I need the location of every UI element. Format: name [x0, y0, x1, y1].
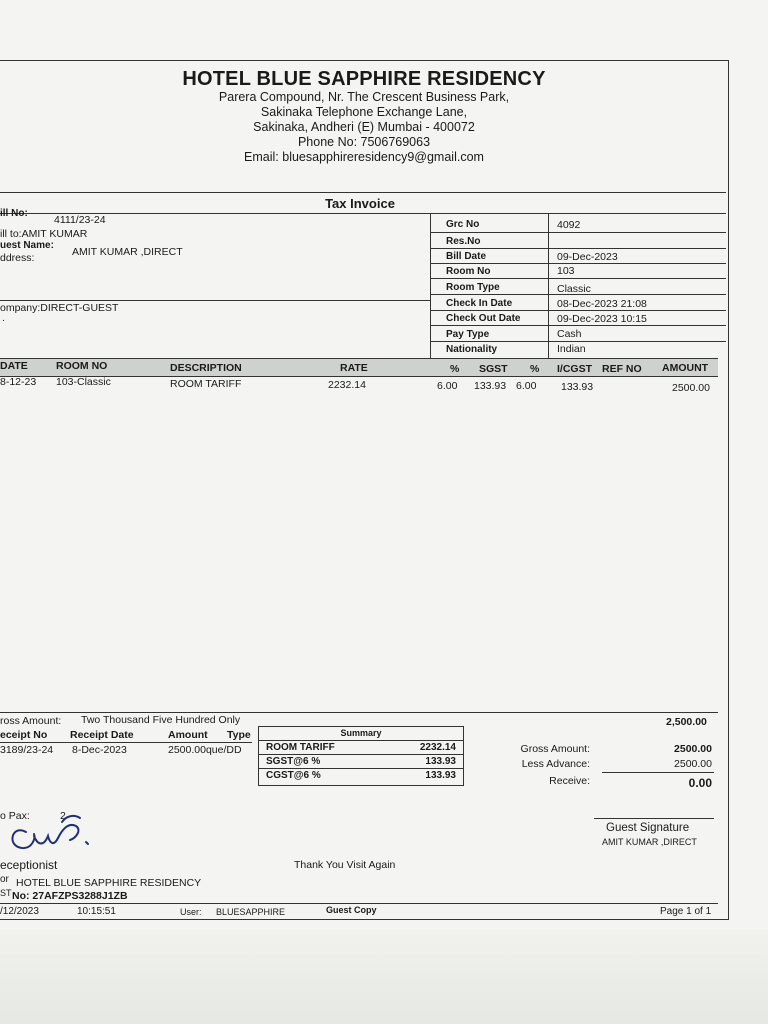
summary-sgst-value: 133.93 [425, 756, 456, 767]
for-label: or [0, 874, 9, 885]
divider [0, 213, 726, 214]
divider [430, 325, 726, 326]
address-line-1: Parera Compound, Nr. The Crescent Business Park, [218, 90, 510, 104]
hotel-name: HOTEL BLUE SAPPHIRE RESIDENCY [182, 68, 546, 90]
grc-no-label: Grc No [446, 219, 480, 230]
col-rate: RATE [340, 362, 368, 374]
phone-line: Phone No: 7506769063 [297, 135, 431, 149]
for-hotel-name: HOTEL BLUE SAPPHIRE RESIDENCY [16, 877, 202, 889]
invoice-sheet [0, 60, 729, 920]
bill-date-label: Bill Date [446, 251, 487, 262]
gross-amount-label: ross Amount: [0, 715, 62, 727]
guest-name: AMIT KUMAR ,DIRECT [72, 246, 183, 258]
divider [430, 263, 726, 264]
pay-type-label: Pay Type [446, 329, 490, 340]
room-no: 103 [557, 265, 575, 277]
pax-value: 2 [60, 810, 66, 822]
address-line-3: Sakinaka, Andheri (E) Mumbai - 400072 [253, 120, 475, 134]
summary-room-tariff-value: 2232.14 [419, 742, 456, 753]
gross-amount-words: Two Thousand Five Hundred Only [81, 714, 241, 726]
page-number: Page 1 of 1 [660, 906, 712, 917]
receipt-no-header: eceipt No [0, 729, 48, 741]
divider [258, 768, 463, 769]
col-amount: AMOUNT [662, 362, 709, 374]
res-no-label: Res.No [446, 236, 481, 247]
print-date: /12/2023 [0, 906, 39, 917]
payment-receive-value: 0.00 [688, 776, 712, 790]
print-time: 10:15:51 [77, 906, 116, 917]
gst-prefix: ST [0, 888, 12, 898]
divider [0, 742, 252, 743]
company-dot: . [2, 312, 5, 324]
check-out-date: 09-Dec-2023 10:15 [557, 313, 647, 325]
payment-gross-value: 2500.00 [674, 743, 712, 755]
item-description: ROOM TARIFF [170, 378, 242, 390]
col-sgst-pct: % [450, 363, 460, 375]
gross-amount-total: 2,500.00 [666, 716, 707, 728]
receptionist-label: eceptionist [0, 858, 58, 872]
gst-number: No: 27AFZPS3288J1ZB [12, 890, 128, 902]
bill-date: 09-Dec-2023 [557, 251, 618, 263]
guest-name-label: uest Name: [0, 240, 54, 251]
address-label: ddress: [0, 252, 35, 264]
nationality-label: Nationality [446, 344, 498, 355]
room-type: Classic [557, 283, 591, 295]
check-out-label: Check Out Date [446, 313, 521, 324]
bill-to: ill to:AMIT KUMAR [0, 228, 88, 240]
email-line: Email: bluesapphireresidency9@gmail.com [244, 150, 484, 164]
receptionist-signature-icon [4, 812, 100, 856]
invoice-title: Tax Invoice [325, 196, 395, 211]
guest-signature-label: Guest Signature [606, 822, 690, 834]
user-value: BLUESAPPHIRE [216, 907, 286, 917]
receipt-date: 8-Dec-2023 [72, 744, 127, 756]
check-in-date: 08-Dec-2023 21:08 [557, 298, 647, 310]
divider [430, 248, 726, 249]
item-sgst: 133.93 [474, 380, 507, 392]
bill-no: 4111/23-24 [54, 214, 106, 226]
divider [258, 740, 463, 741]
col-sgst: SGST [479, 363, 508, 375]
bill-no-label: ill No: [0, 208, 28, 219]
divider [602, 772, 714, 773]
col-cgst: I/CGST [557, 363, 593, 375]
divider [0, 192, 726, 193]
divider [0, 300, 430, 301]
pay-type: Cash [557, 328, 582, 340]
item-sgst-pct: 6.00 [437, 380, 458, 392]
guest-signature-name: AMIT KUMAR ,DIRECT [602, 837, 697, 847]
item-room-no: 103-Classic [56, 376, 111, 388]
grc-no: 4092 [557, 219, 581, 231]
divider [430, 278, 726, 279]
item-cgst: 133.93 [561, 381, 594, 393]
col-date: DATE [0, 360, 28, 372]
item-date: 8-12-23 [0, 376, 37, 388]
summary-sgst-label: SGST@6 % [266, 756, 321, 767]
copy-type: Guest Copy [326, 905, 377, 915]
pax-label: o Pax: [0, 810, 30, 822]
room-no-label: Room No [446, 266, 491, 277]
payment-receive-label: Receive: [549, 775, 590, 787]
col-cgst-pct: % [530, 363, 540, 375]
summary-cgst-value: 133.93 [425, 770, 456, 781]
divider [0, 903, 718, 904]
col-room-no: ROOM NO [56, 360, 108, 372]
payment-gross-label: Gross Amount: [520, 743, 590, 755]
company: ompany:DIRECT-GUEST [0, 302, 119, 314]
receipt-no: 3189/23-24 [0, 744, 54, 756]
divider [430, 232, 726, 233]
receipt-amount-header: Amount [168, 729, 208, 741]
signature-line [594, 818, 714, 819]
item-amount: 2500.00 [672, 382, 710, 394]
summary-title: Summary [340, 728, 382, 738]
divider [0, 358, 718, 359]
user-label: User: [180, 907, 202, 917]
col-description: DESCRIPTION [170, 362, 242, 374]
address-line-2: Sakinaka Telephone Exchange Lane, [260, 105, 468, 119]
check-in-label: Check In Date [446, 298, 513, 309]
divider [0, 712, 718, 713]
divider [548, 213, 549, 358]
divider [430, 310, 726, 311]
summary-room-tariff-label: ROOM TARIFF [266, 742, 335, 753]
summary-cgst-label: CGST@6 % [266, 770, 321, 781]
receipt-type-header: Type [227, 729, 251, 741]
divider [430, 341, 726, 342]
receipt-date-header: Receipt Date [70, 729, 134, 741]
item-rate: 2232.14 [328, 379, 366, 391]
thank-you-message: Thank You Visit Again [294, 859, 396, 871]
divider [258, 754, 463, 755]
col-ref-no: REF NO [602, 363, 642, 375]
nationality: Indian [557, 343, 586, 355]
room-type-label: Room Type [446, 282, 500, 293]
payment-advance-label: Less Advance: [521, 758, 590, 770]
item-cgst-pct: 6.00 [516, 380, 537, 392]
photo-background [0, 930, 768, 1024]
receipt-amount: 2500.00que/DD [168, 744, 242, 756]
payment-advance-value: 2500.00 [674, 758, 712, 770]
divider [430, 213, 431, 358]
